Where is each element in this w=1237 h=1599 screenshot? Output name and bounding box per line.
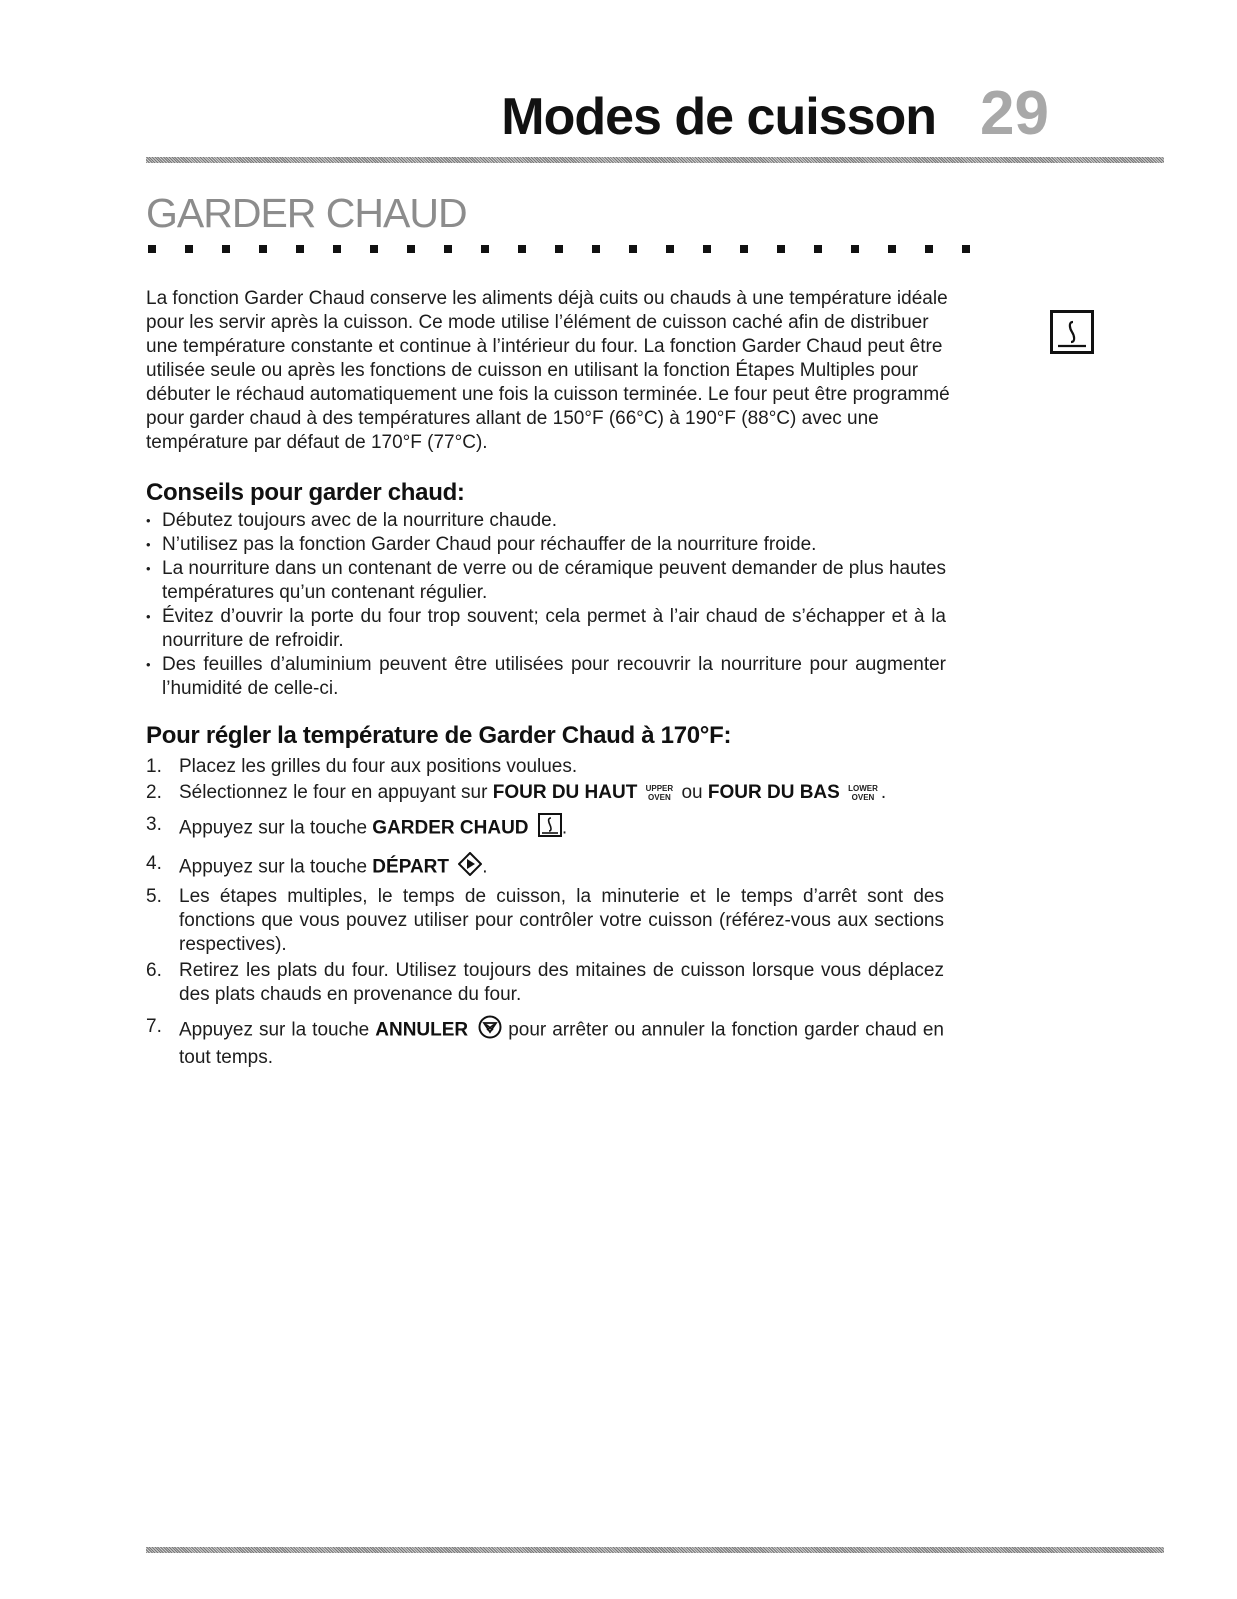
upper-oven-tag-bottom: OVEN xyxy=(648,792,671,802)
start-key-label: DÉPART xyxy=(372,856,450,878)
step-text: . xyxy=(482,856,488,878)
step-text: Les étapes multiples, le temps de cuisson, la minuterie et le temps d’arrêt sont des fonctions que vous pouvez utiliser pour contrôler votre cuisson (référez-vous aux sections respectives). xyxy=(179,886,944,955)
step-text: . xyxy=(561,817,568,839)
step-text: Appuyez sur la touche xyxy=(179,1019,376,1041)
step-text: . xyxy=(880,782,887,803)
steps-list xyxy=(146,755,944,1072)
step-number: 5. xyxy=(146,886,162,907)
step-text: pour arrêter ou annuler la fonction garder chaud en tout temps. xyxy=(179,1019,944,1068)
lower-oven-tag-bottom: OVEN xyxy=(851,792,875,802)
page-number: 29 xyxy=(980,79,1049,148)
section-title: GARDER CHAUD xyxy=(146,190,467,236)
step-text: Sélectionnez le four en appuyant sur xyxy=(179,782,493,803)
step-number: 2. xyxy=(146,782,162,803)
start-icon xyxy=(458,852,482,883)
page-header xyxy=(501,78,1049,149)
step-text: Placez les grilles du four aux positions voulues. xyxy=(179,756,578,777)
list-item: • La nourriture dans un contenant de verre ou de céramique peuvent demander de plus hautes températures qu’un contenant régulier. xyxy=(146,557,946,605)
step-item xyxy=(146,959,944,1007)
step-item xyxy=(146,852,944,883)
list-item: • N’utilisez pas la fonction Garder Chaud pour réchauffer de la nourriture froide. xyxy=(146,533,946,557)
top-rule xyxy=(146,157,1164,163)
step-text: ou xyxy=(676,782,708,803)
header-title: Modes de cuisson xyxy=(501,88,937,146)
tips-list xyxy=(146,509,946,701)
step-item xyxy=(146,885,944,957)
keep-warm-key-label: GARDER CHAUD xyxy=(372,817,529,839)
step-number: 6. xyxy=(146,960,162,981)
intro-paragraph: La fonction Garder Chaud conserve les aliments déjà cuits ou chauds à une température idéale pour les servir après la cuisson. Ce mode utilise l’élément de cuisson caché afin de distribuer une température constante et continue à l’intérieur du four. La fonction Garder Chaud peut être utilisée seule ou après les fonctions de cuisson en utilisant la fonction Étapes Multiples pour débuter le réchaud automatiquement une fois la cuisson terminée. Le four peut être programmé pour garder chaud à des températures allant de 150°F (66°C) à 190°F (88°C) avec une température par défaut de 170°F (77°C). xyxy=(146,288,950,453)
keep-warm-icon xyxy=(538,813,562,844)
step-item xyxy=(146,813,944,844)
keep-warm-icon xyxy=(1050,310,1094,354)
upper-oven-tag xyxy=(646,784,674,802)
step-item xyxy=(146,781,944,805)
dotted-divider xyxy=(148,245,970,253)
step-text: Appuyez sur la touche xyxy=(179,817,373,839)
step-item xyxy=(146,755,944,779)
upper-oven-key-label: FOUR DU HAUT xyxy=(492,782,638,803)
step-text: Appuyez sur la touche xyxy=(179,856,373,878)
lower-oven-tag xyxy=(848,784,878,802)
steps-heading: Pour régler la température de Garder Chaud à 170°F: xyxy=(146,722,732,749)
list-item: • Débutez toujours avec de la nourriture chaude. xyxy=(146,509,946,533)
cancel-icon xyxy=(478,1015,502,1046)
step-number: 3. xyxy=(146,814,162,835)
step-text: Retirez les plats du four. Utilisez toujours des mitaines de cuisson lorsque vous déplacez des plats chauds en provenance du four. xyxy=(179,960,944,1005)
step-number: 7. xyxy=(146,1016,162,1037)
lower-oven-tag-top: LOWER xyxy=(848,783,878,793)
list-item: • Des feuilles d’aluminium peuvent être utilisées pour recouvrir la nourriture pour augmenter l’humidité de celle-ci. xyxy=(146,653,946,701)
lower-oven-key-label: FOUR DU BAS xyxy=(707,782,840,803)
step-number: 4. xyxy=(146,853,162,874)
step-number: 1. xyxy=(146,756,162,777)
upper-oven-tag-top: UPPER xyxy=(645,783,674,793)
step-item xyxy=(146,1015,944,1070)
list-item: • Évitez d’ouvrir la porte du four trop souvent; cela permet à l’air chaud de s’échapper et à la nourriture de refroidir. xyxy=(146,605,946,653)
bottom-rule xyxy=(146,1547,1164,1553)
cancel-key-label: ANNULER xyxy=(375,1019,469,1041)
tips-heading: Conseils pour garder chaud: xyxy=(146,479,465,506)
